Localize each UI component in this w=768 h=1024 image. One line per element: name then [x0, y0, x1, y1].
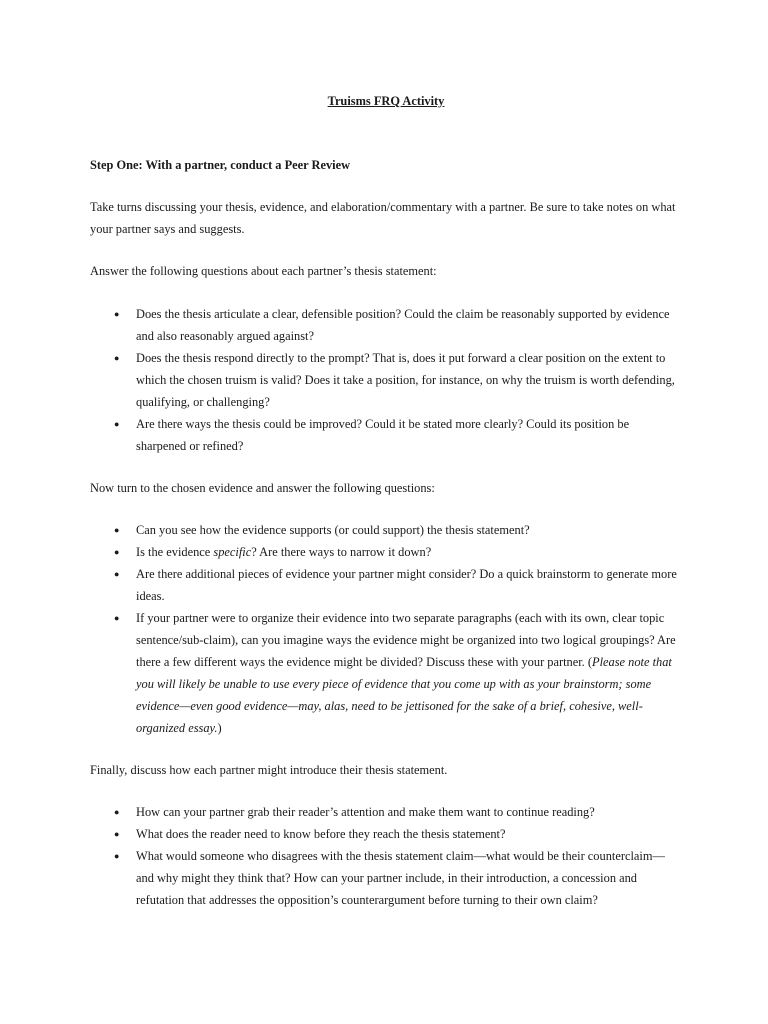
thesis-question-3: Are there ways the thesis could be improved? Could it be stated more clearly? Could its position be sharpened or refined?	[136, 417, 630, 453]
step-one-heading: Step One: With a partner, conduct a Peer Review	[90, 158, 351, 172]
list-item	[90, 845, 682, 911]
thesis-questions-list	[90, 303, 682, 457]
evidence-question-2-emphasis: specific	[213, 545, 252, 559]
bullet-icon: ●	[114, 353, 120, 363]
list-item	[90, 303, 682, 347]
evidence-question-2-text-end: ? Are there ways to narrow it down?	[251, 545, 432, 559]
evidence-questions-list	[90, 519, 682, 739]
thesis-question-2: Does the thesis respond directly to the prompt? That is, does it put forward a clear position on the extent to which the chosen truism is valid? Does it take a position, for instance, on why the truism is worth defending, qualifying, or challenging?	[136, 351, 675, 409]
evidence-question-4-text: If your partner were to organize their evidence into two separate paragraphs (each with its own, clear topic sentence/sub-claim), can you imagine ways the evidence might be organized into two logical groupings? Are there a few different ways the evidence might be divided? Discuss these with your partner. (	[136, 611, 676, 669]
intro-paragraph: Take turns discussing your thesis, evidence, and elaboration/commentary with a partner. Be sure to take notes on what your partner says and suggests.	[90, 200, 676, 236]
list-item	[90, 563, 682, 607]
document-title: Truisms FRQ Activity	[327, 94, 445, 108]
list-item	[90, 541, 682, 563]
evidence-question-3: Are there additional pieces of evidence your partner might consider? Do a quick brainstorm to generate more ideas.	[136, 567, 677, 603]
introduction-question-1: How can your partner grab their reader’s attention and make them want to continue reading?	[136, 805, 595, 819]
list-item	[90, 607, 682, 739]
introduction-questions-list	[90, 801, 682, 911]
list-item	[90, 519, 682, 541]
bullet-icon: ●	[114, 613, 120, 623]
bullet-icon: ●	[114, 419, 120, 429]
evidence-question-4	[136, 611, 676, 735]
bullet-icon: ●	[114, 547, 120, 557]
introduction-question-3: What would someone who disagrees with the thesis statement claim—what would be their counterclaim—and why might they think that? How can your partner include, in their introduction, a concession and refutation that addresses the opposition’s counterargument before turning to their own claim?	[136, 849, 665, 907]
thesis-prompt: Answer the following questions about each partner’s thesis statement:	[90, 264, 437, 278]
list-item	[90, 801, 682, 823]
bullet-icon: ●	[114, 569, 120, 579]
thesis-question-1: Does the thesis articulate a clear, defensible position? Could the claim be reasonably supported by evidence and also reasonably argued against?	[136, 307, 670, 343]
bullet-icon: ●	[114, 525, 120, 535]
list-item	[90, 823, 682, 845]
bullet-icon: ●	[114, 829, 120, 839]
bullet-icon: ●	[114, 851, 120, 861]
evidence-question-4-note: Please note that you will likely be unable to use every piece of evidence that you come up with as your brainstorm; some evidence—even good evidence—may, alas, need to be jettisoned for the sake of a brief, cohesive, well-organized essay.	[136, 655, 672, 735]
introduction-question-2: What does the reader need to know before they reach the thesis statement?	[136, 827, 506, 841]
bullet-icon: ●	[114, 309, 120, 319]
evidence-question-2	[136, 545, 431, 559]
bullet-icon: ●	[114, 807, 120, 817]
introduction-prompt: Finally, discuss how each partner might introduce their thesis statement.	[90, 763, 448, 777]
evidence-question-2-text: Is the evidence	[136, 545, 214, 559]
evidence-question-4-text-end: )	[217, 721, 222, 735]
list-item	[90, 347, 682, 413]
document-page	[90, 90, 682, 911]
evidence-prompt: Now turn to the chosen evidence and answer the following questions:	[90, 481, 435, 495]
evidence-question-1: Can you see how the evidence supports (or could support) the thesis statement?	[136, 523, 530, 537]
list-item	[90, 413, 682, 457]
